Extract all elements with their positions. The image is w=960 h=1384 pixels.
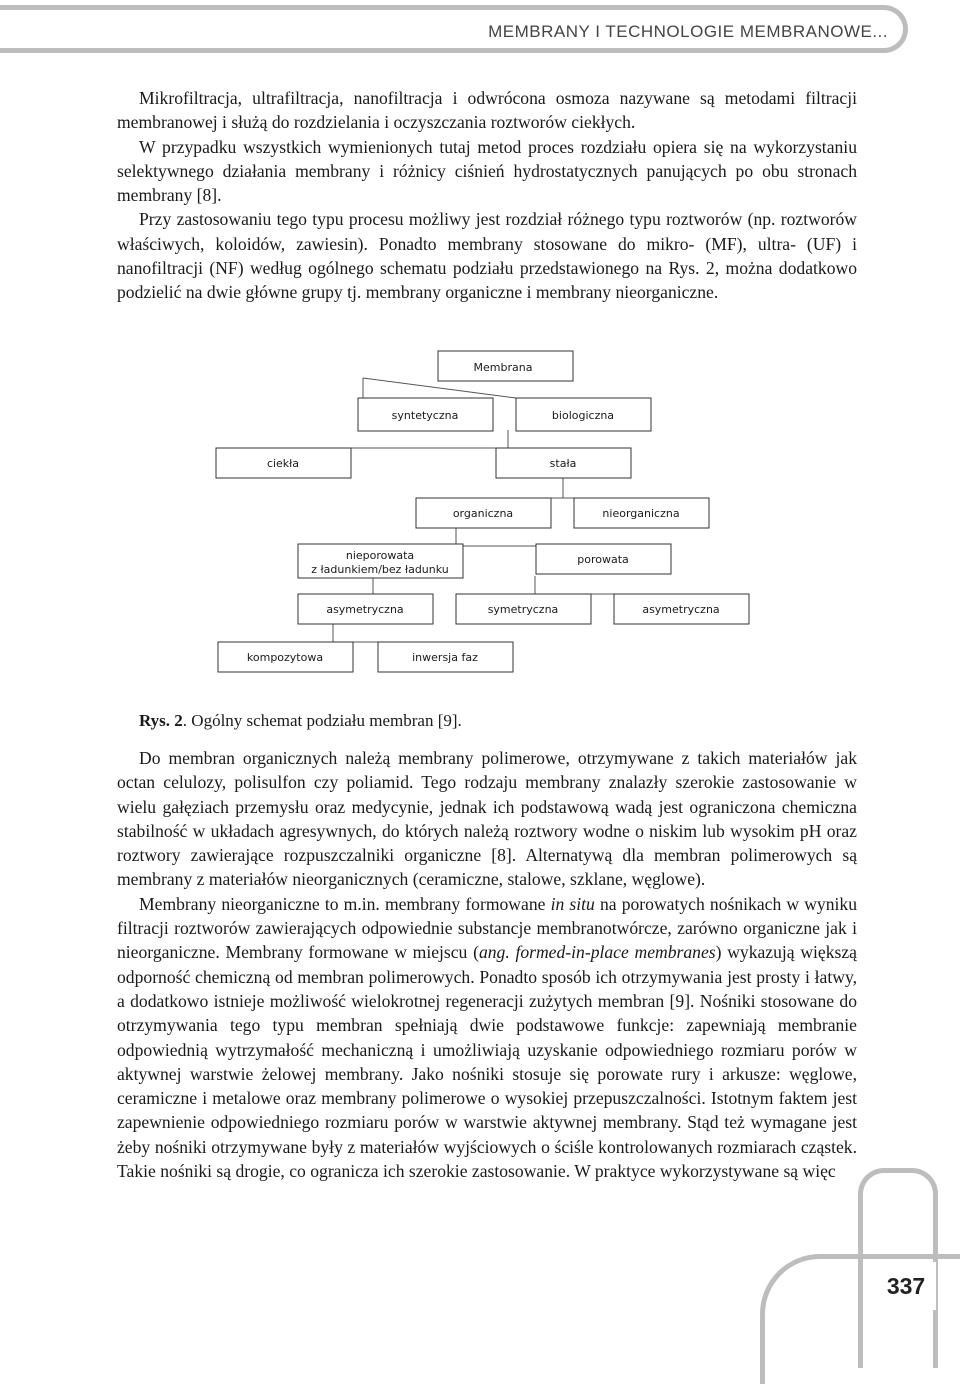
label-symetryczna: symetryczna — [487, 603, 559, 616]
label-nieporowata-sub: z ładunkiem/bez ładunku — [311, 563, 449, 576]
label-inwersja-faz: inwersja faz — [412, 651, 478, 664]
paragraph: Przy zastosowaniu tego typu procesu możliwy jest rozdział różnego typu roztworów (np. roztworów właściwych, koloidów, zawiesin). Ponadto membrany stosowane do mikro- (MF), ultra- (UF) i nanofiltracji (NF) według ogólnego schematu podziału przedstawionego na Rys. 2, można dodatkowo podzielić na dwie główne grupy tj. membrany organiczne i membrany nieorganiczne. — [117, 209, 857, 303]
label-asymetryczna-1: asymetryczna — [326, 603, 404, 616]
label-nieorganiczna: nieorganiczna — [602, 507, 680, 520]
paragraph: Mikrofiltracja, ultrafiltracja, nanofiltracja i odwrócona osmoza nazywane są metodami filtracji membranowej i służą do rozdzielania i oczyszczania roztworów ciekłych. — [117, 88, 857, 133]
italic-run: in situ — [550, 893, 595, 914]
membrane-classification-diagram — [213, 348, 753, 678]
label-asymetryczna-2: asymetryczna — [642, 603, 720, 616]
label-kompozytowa: kompozytowa — [246, 651, 324, 664]
figure-caption — [139, 711, 462, 731]
text-run: ) wykazują większą odporność chemiczną od membran polimerowych. Ponadto sposób ich otrzymywania jest prosty i łatwy, a dodatkowo istnieje możliwość wielokrotnej regeneracji zużytych membran [9]. Nośniki stosowane do otrzymywania tego typu membran spełniają dwie podstawowe funkcje: zapewniają membranie odpowiednią wytrzymałość mechaniczną i umożliwiają uzyskanie odpowiedniego rozmiaru porów w aktywnej warstwie żelowej membrany. Jako nośniki stosuje się porowate rury i arkusze: węglowe, ceramiczne i metalowe oraz membrany polimerowe o wysokiej przepuszczalności. Istotnym faktem jest zapewnienie odpowiedniego rozmiaru porów w warstwie aktywnej membrany. Stąd też wymagane jest żeby nośniki otrzymywane były z materiałów wyjściowych o ściśle kontrolowanych rozmiarach cząstek. Takie nośniki są drogie, co ogranicza ich szerokie zastosowanie. W praktyce wykorzystywane są więc — [117, 942, 857, 1182]
label-porowata: porowata — [577, 553, 629, 566]
paragraph — [117, 892, 857, 1184]
running-header: MEMBRANY I TECHNOLOGIE MEMBRANOWE... — [488, 22, 888, 41]
text-block-top — [117, 86, 857, 305]
caption-text: . Ogólny schemat podziału membran [9]. — [182, 711, 462, 730]
page-number: 337 — [886, 1272, 926, 1299]
italic-run: ang. formed-in-place membranes — [478, 942, 716, 963]
label-stala: stała — [549, 457, 577, 470]
paragraph: Do membran organicznych należą membrany polimerowe, otrzymywane z takich materiałów jak octan celulozy, polisulfon czy poliamid. Tego rodzaju membrany znalazły szerokie zastosowanie w wielu gałęziach przemysłu oraz medycynie, jednak ich podstawową wadą jest ograniczona chemiczna stabilność w układach agresywnych, do których należą roztwory wodne o niskim lub wysokim pH oraz roztwory zawierające rozpuszczalniki organiczne [8]. Alternatywą dla membran polimerowych są membrany z materiałów nieorganicznych (ceramiczne, stalowe, szklane, węglowe). — [117, 748, 857, 890]
label-organiczna: organiczna — [452, 507, 514, 520]
paragraph: W przypadku wszystkich wymienionych tutaj metod proces rozdziału opiera się na wykorzystaniu selektywnego działania membrany i różnicy ciśnień hydrostatycznych panujących po obu stronach membrany [8]. — [117, 136, 857, 206]
label-membrana: Membrana — [473, 361, 533, 374]
label-ciekla: ciekła — [266, 457, 300, 470]
text-block-bottom — [117, 746, 857, 1183]
label-syntetyczna: syntetyczna — [391, 409, 459, 422]
label-nieporowata: nieporowata — [345, 549, 415, 562]
text-run: na porowatych nośnikach w wyniku filtracji roztworów zawierających odpowiednie substancje membranotwórcze, zarówno organiczne jak i nieorganiczne. Membrany formowane w miejscu ( — [117, 893, 857, 963]
caption-label: Rys. 2 — [139, 711, 183, 730]
label-biologiczna: biologiczna — [551, 409, 615, 422]
text-run: Membrany nieorganiczne to m.in. membrany formowane — [139, 893, 551, 914]
page-number-box — [876, 1262, 936, 1310]
